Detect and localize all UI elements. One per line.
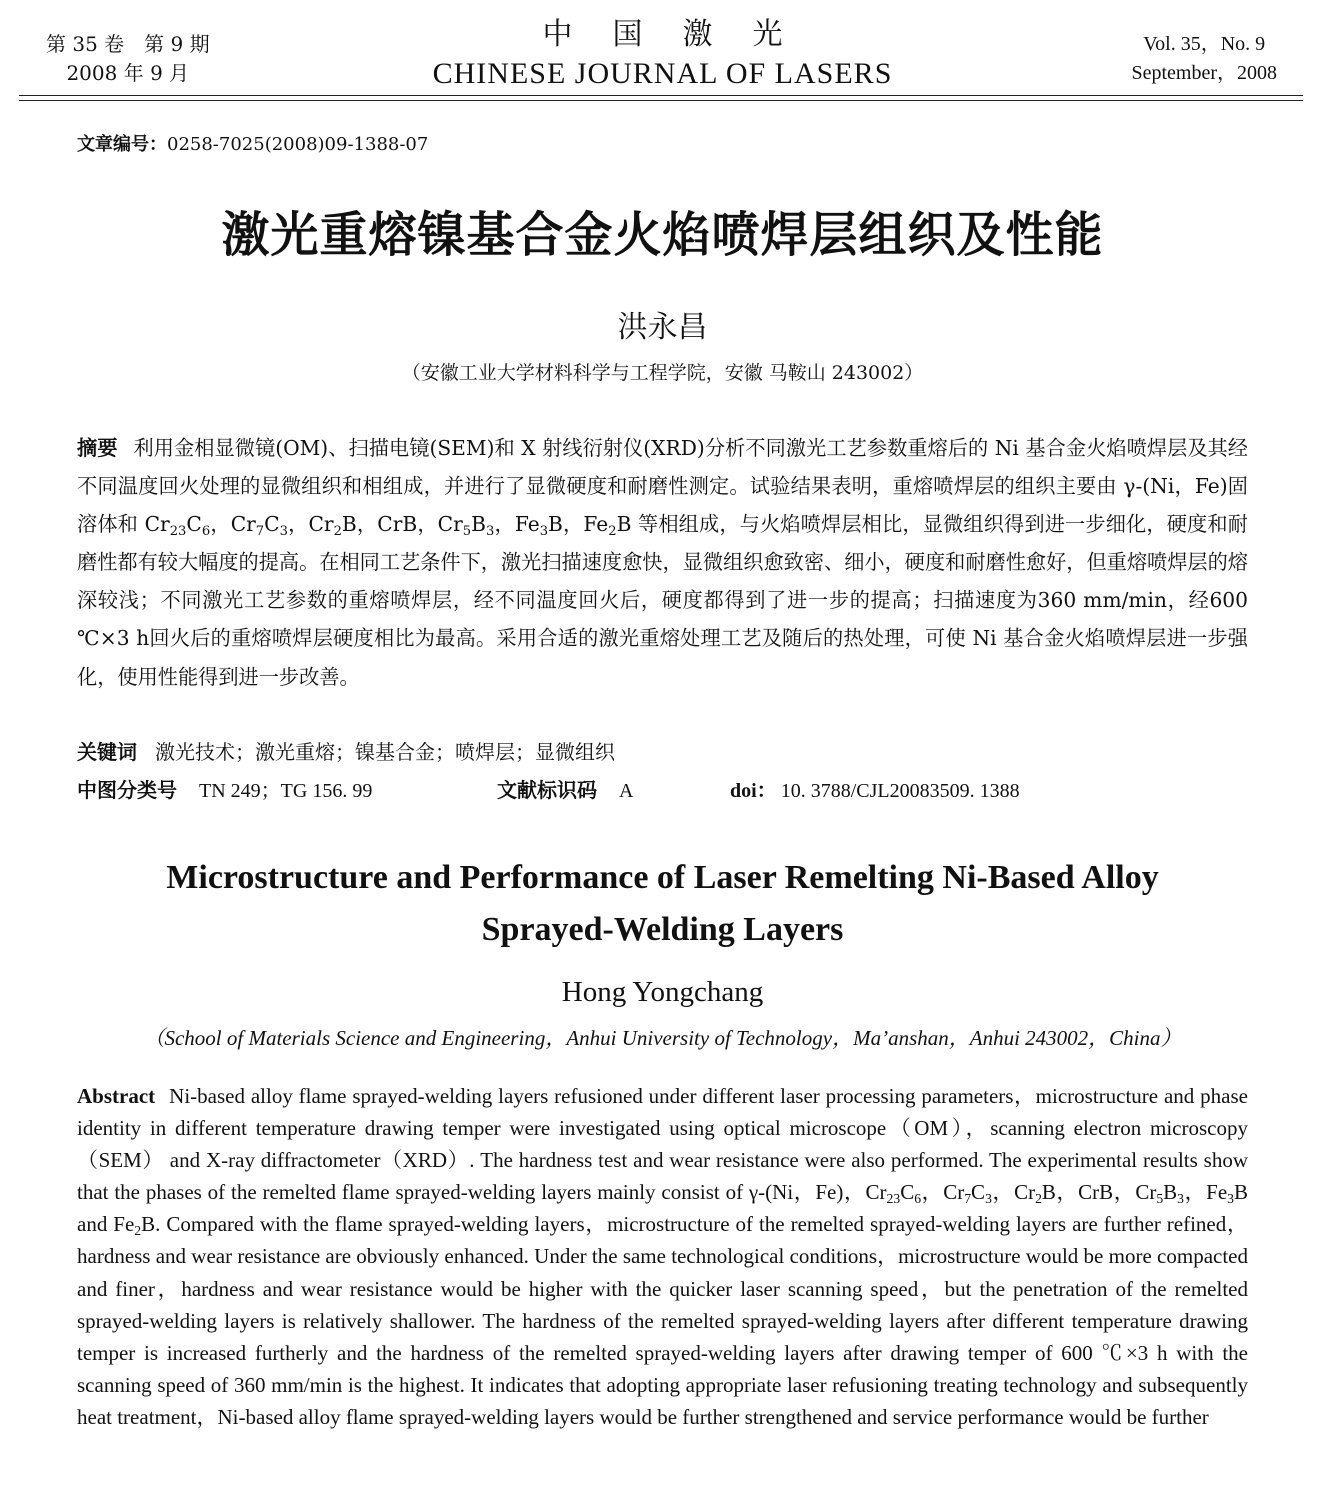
phase-formula: $Cr_7C_3$ — [230, 512, 288, 540]
date-en: September，2008 — [1131, 62, 1277, 84]
phase-formula: $Cr_5B_3$ — [437, 512, 495, 540]
abstract-en — [77, 1080, 1248, 1433]
keywords-label: 关键词 — [77, 740, 137, 764]
phase-formula: $Fe_3B$ — [514, 512, 563, 540]
journal-name-en: CHINESE JOURNAL OF LASERS — [432, 57, 893, 90]
abstract-cn-phases: $Cr_{23}C_6$，$Cr_7C_3$，$Cr_2B$，CrB，$Cr_5B_3$，$Fe_3B$，$Fe_2B$ — [144, 512, 632, 540]
abstract-cn — [77, 429, 1248, 696]
keywords-value: 激光技术；激光重熔；镍基合金；喷焊层；显微组织 — [155, 740, 615, 764]
abstract-cn-label: 摘要 — [77, 436, 118, 460]
phase-formula: $Cr_5B_3$ — [1135, 1180, 1184, 1207]
classification-row — [77, 774, 1248, 803]
phase-formula: CrB — [1078, 1180, 1114, 1205]
phase-formula: $Fe_2B$ — [113, 1212, 156, 1239]
clc-value: TN 249；TG 156. 99 — [199, 780, 373, 802]
abstract-cn-text-1: 利用金相显微镜(OM)、扫描电镜(SEM)和 X 射线衍射仪(XRD)分析不同激光工艺参数重熔后的 Ni 基合金火焰喷焊层及其经不同温度回火处理的显微组织和相组成，并进行了显微硬度和耐磨性测定。试验结果表明，重熔喷焊层的组织主要由 γ-(Ni，Fe)固溶体和 — [77, 436, 1248, 537]
volume-issue-en: Vol. 35，No. 9 — [1143, 33, 1266, 55]
journal-header — [0, 0, 1325, 104]
phase-formula: $Cr_2B$ — [308, 512, 357, 540]
phase-formula: $Cr_2B$ — [1014, 1180, 1056, 1207]
affiliation-cn: （安徽工业大学材料科学与工程学院，安徽 马鞍山 243002） — [401, 362, 924, 384]
abstract-en-label: Abstract — [77, 1084, 156, 1108]
journal-name-cn: 中国激光 — [542, 17, 823, 52]
title-en-line-2: Sprayed-Welding Layers — [481, 911, 844, 948]
title-en — [0, 852, 1325, 956]
title-en-line-1: Microstructure and Performance of Laser Remelting Ni-Based Alloy — [166, 859, 1159, 896]
abstract-cn-text-2: 等相组成，与火焰喷焊层相比，显微组织得到进一步细化，硬度和耐磨性都有较大幅度的提高。在相同工艺条件下，激光扫描速度愈快，显微组织愈致密、细小，硬度和耐磨性愈好，但重熔喷焊层的熔深较浅；不同激光工艺参数的重熔喷焊层，经不同温度回火后，硬度都得到了进一步的提高；扫描速度为360 mm/min，经600 ℃×3 h回火后的重熔喷焊层硬度相比为最高。采用合适的激光重熔处理工艺及随后的热处理，可使 Ni 基合金火焰喷焊层进一步强化，使用性能得到进一步改善。 — [77, 512, 1248, 689]
doc-code-label: 文献标识码 — [497, 778, 597, 802]
abstract-en-text-2: . Compared with the flame sprayed-welding layers，microstructure of the remelted sprayed-welding layers are further refined，hardness and wear resistance are obviously enhanced. Under the same technological conditions，microstructure would be more compacted and finer，hardness and wear resistance would be higher with the quicker laser scanning speed，but the penetration of the remelted sprayed-welding layers is relatively shallower. The hardness of the remelted sprayed-welding layers after different temperature drawing temper is increased furtherly and the hardness of the remelted sprayed-welding layers after drawing temper of 600 ℃×3 h with the scanning speed of 360 mm/min is the highest. It indicates that adopting appropriate laser refusioning treating technology and subsequently heat treatment，Ni-based alloy flame sprayed-welding layers would be further strengthened and service performance would be further — [77, 1212, 1248, 1429]
article-number-label: 文章编号： — [77, 134, 167, 155]
article-number-value: 0258-7025(2008)09-1388-07 — [167, 134, 429, 155]
phase-formula: $Cr_{23}C_6$ — [865, 1180, 922, 1207]
article-number — [77, 130, 428, 156]
doi-value[interactable]: 10. 3788/CJL20083509. 1388 — [780, 780, 1020, 802]
header-rule-bottom — [19, 100, 1303, 101]
volume-issue-cn: 第 35 卷 第 9 期 — [46, 32, 210, 56]
date-cn: 2008 年 9 月 — [66, 61, 190, 85]
abstract-en-text-1: Ni-based alloy flame sprayed-welding layers refusioned under different laser processing parameters，microstructure and phase identity in different temperature drawing temper were investigated using optical microscope（OM），scanning electron microscopy（SEM） and X-ray diffractometer（XRD）. The hardness test and wear resistance were also performed. The experimental results show that the phases of the remelted flame sprayed-welding layers mainly consist of γ-(Ni，Fe)， — [77, 1084, 1248, 1205]
title-cn: 激光重熔镍基合金火焰喷焊层组织及性能 — [221, 207, 1104, 263]
keywords — [77, 736, 615, 765]
header-journal-name — [0, 14, 1325, 92]
phase-formula: $Cr_7C_3$ — [943, 1180, 992, 1207]
phase-formula: $Fe_2B$ — [583, 512, 632, 540]
phase-formula: $Cr_{23}C_6$ — [144, 512, 211, 540]
clc-label: 中图分类号 — [77, 778, 177, 802]
doi-label: doi： — [730, 780, 777, 802]
header-volume-en — [1131, 30, 1277, 88]
header-rule-top — [19, 95, 1303, 96]
doc-code-value: A — [619, 780, 634, 802]
phase-formula: $Fe_3B$ — [1206, 1180, 1249, 1207]
abstract-en-phases: $Cr_{23}C_6$，$Cr_7C_3$，$Cr_2B$，CrB，$Cr_5B_3$，$Fe_3B$ and $Fe_2B$ — [77, 1180, 1249, 1239]
affiliation-en: （School of Materials Science and Engineering，Anhui University of Technology，Ma’anshan，Anhui 243002，China） — [143, 1026, 1182, 1050]
phase-formula: CrB — [377, 512, 418, 537]
author-cn: 洪永昌 — [617, 310, 708, 345]
author-en: Hong Yongchang — [561, 976, 764, 1008]
